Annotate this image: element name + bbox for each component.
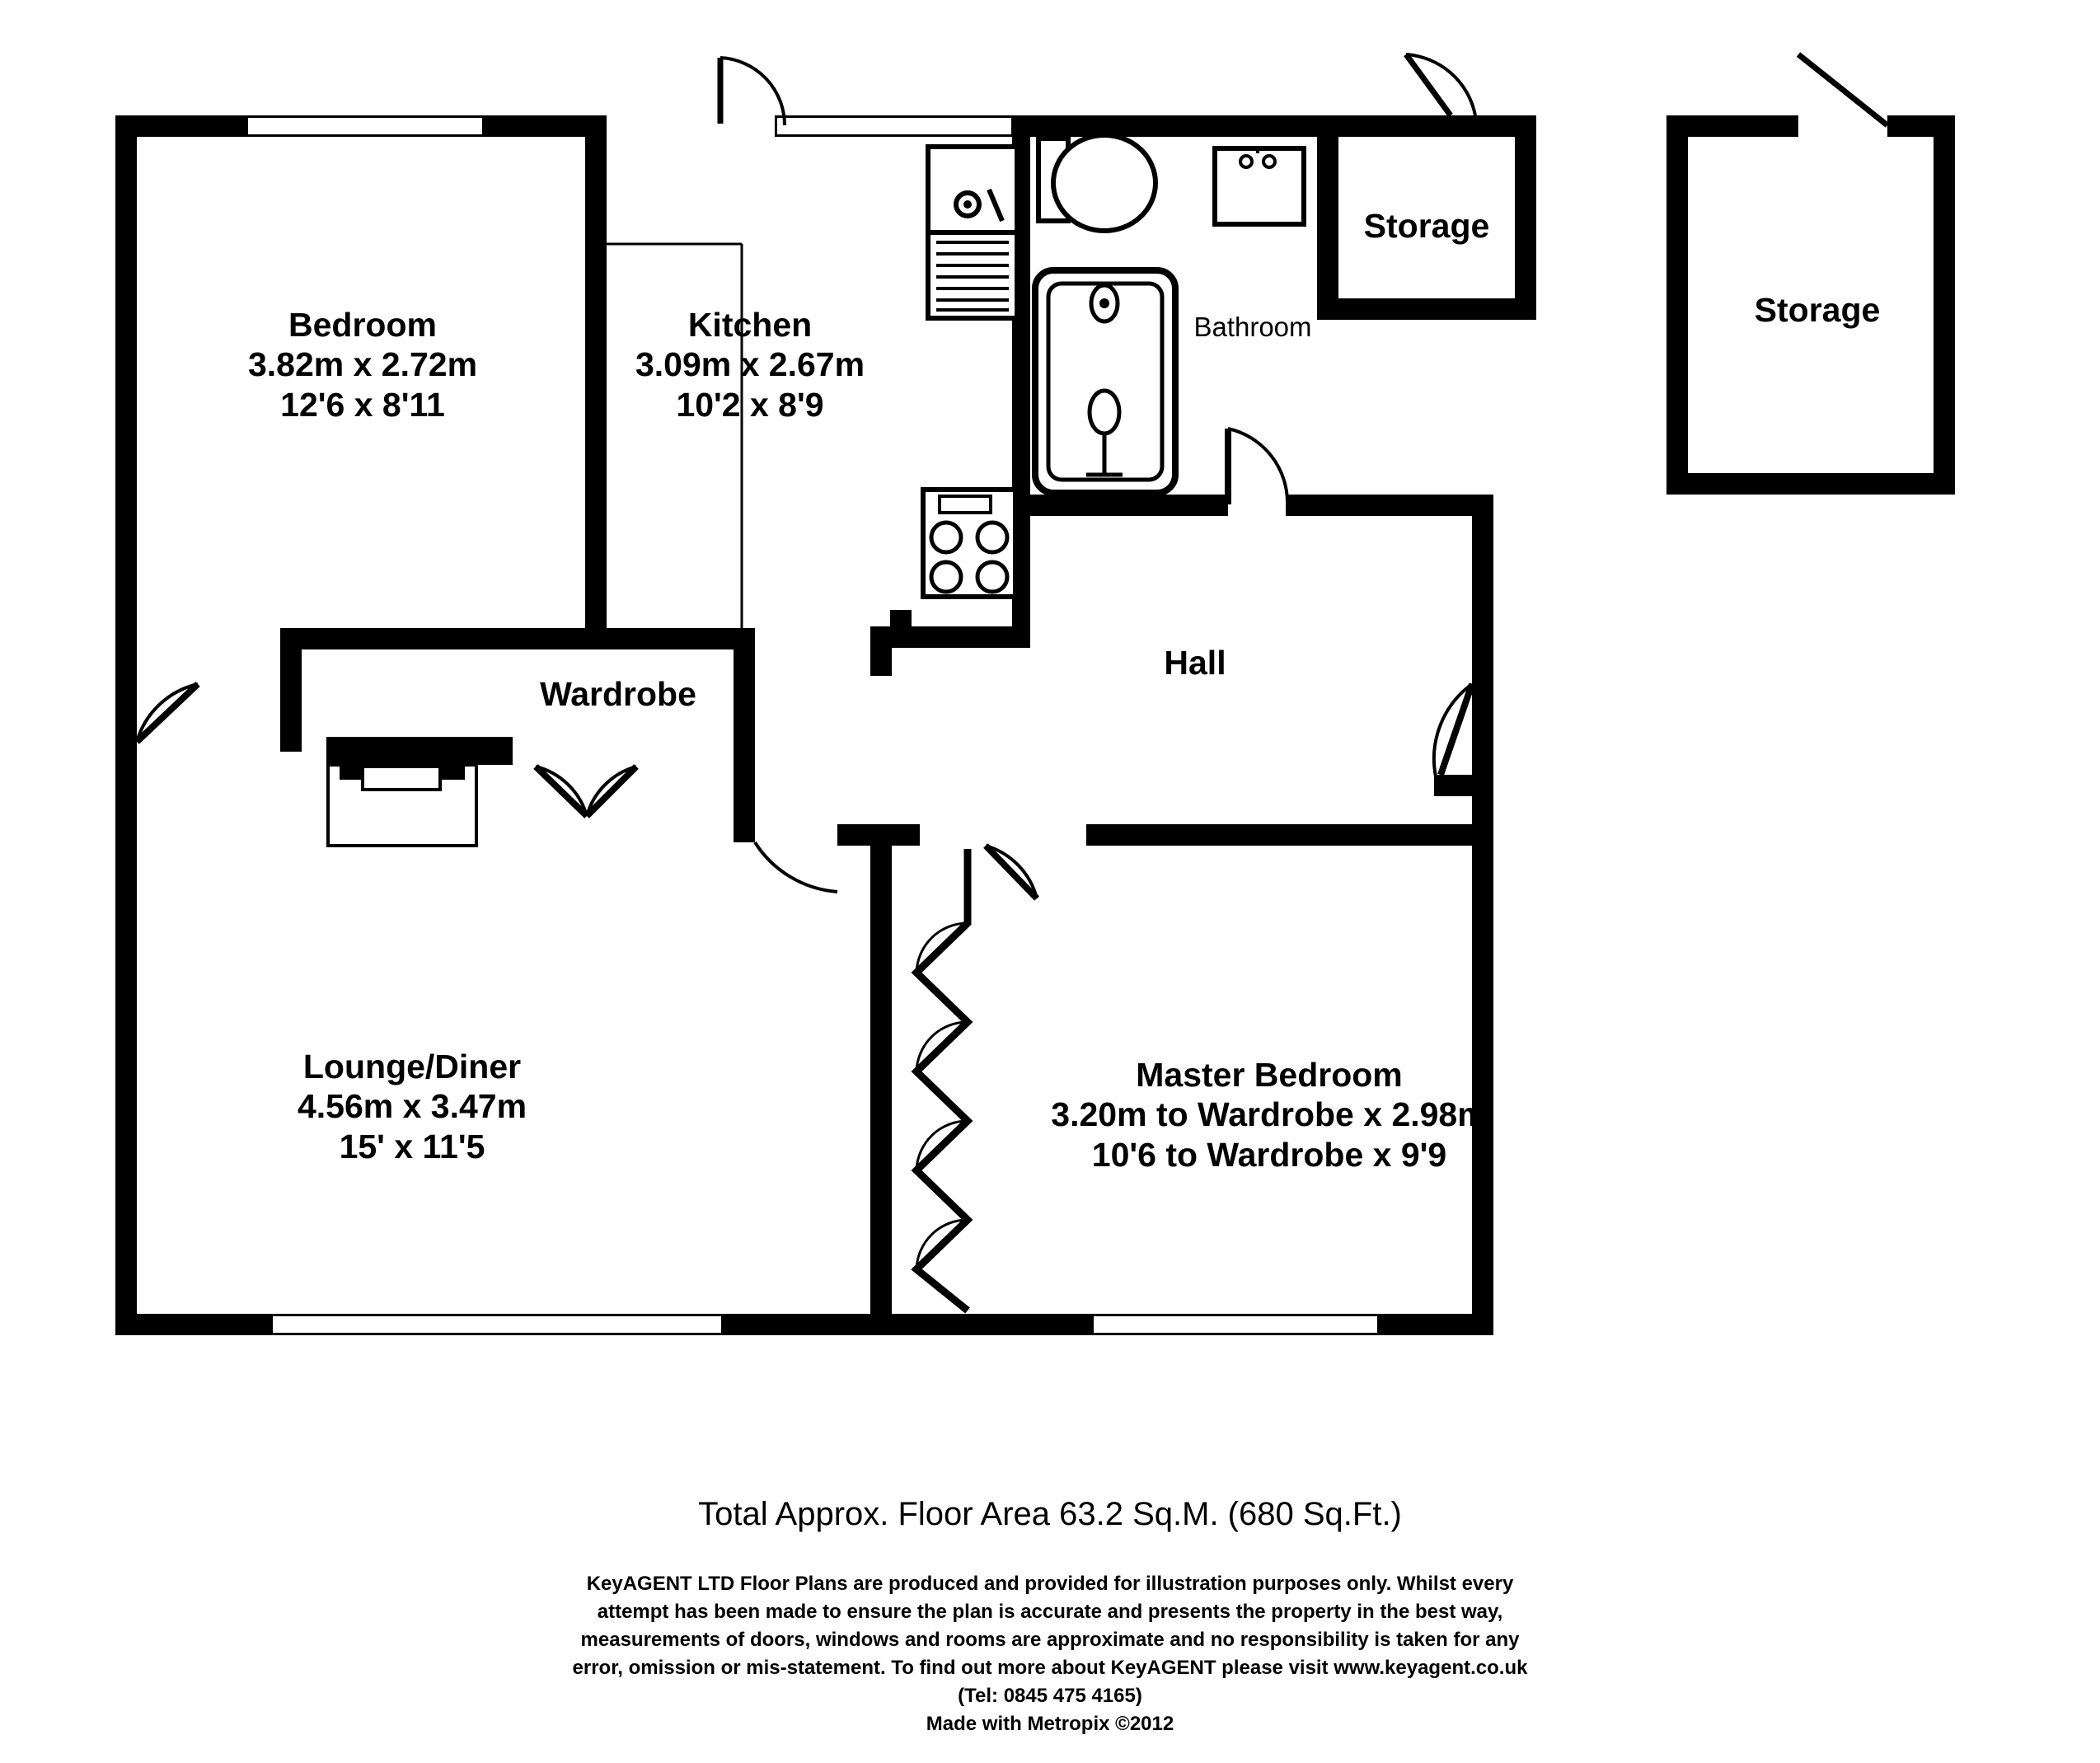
room-label-storage-1: Storage	[1363, 207, 1490, 245]
room-label-wardrobe: Wardrobe	[540, 675, 696, 713]
wall-top-storage1	[1319, 115, 1533, 137]
wall-bottom-mid	[722, 1314, 1093, 1335]
room-label-master-dim-ft: 10'6 to Wardrobe x 9'9	[1091, 1135, 1447, 1174]
wardrobe-interior-line	[590, 244, 742, 628]
room-label-lounge-dim-m: 4.56m x 3.47m	[297, 1087, 527, 1126]
room-label-bedroom-dim-ft: 12'6 x 8'11	[280, 385, 445, 424]
window-bedroom-top	[246, 115, 485, 137]
wall-storage2-bottom	[1666, 473, 1955, 495]
wall-wardrobe-left	[280, 628, 302, 752]
disclaimer-line-4: error, omission or mis-statement. To find out more about KeyAGENT please visit www.keyagent.co.uk	[572, 1657, 1528, 1680]
wall-lounge-right	[870, 837, 892, 1335]
door-arc-lounge-hall	[755, 842, 837, 892]
bathtub-icon	[1035, 270, 1175, 493]
door-leaf-storage2	[1798, 54, 1887, 125]
bathroom-sink-icon	[1215, 147, 1304, 224]
wall-top-bathroom	[1030, 115, 1319, 137]
toilet-icon	[1038, 135, 1155, 231]
room-label-bedroom-dim-m: 3.82m x 2.72m	[247, 345, 478, 384]
wardrobe-zigzag-master	[916, 849, 968, 1311]
door-arc-storage1	[1406, 54, 1475, 115]
hob-icon	[923, 490, 1015, 597]
door-leaf-master	[986, 846, 1037, 898]
wall-lounge-hall-top	[734, 821, 755, 842]
wall-left-exterior-upper	[115, 115, 137, 742]
disclaimer-line-6: Made with Metropix ©2012	[926, 1713, 1174, 1736]
room-label-kitchen-dim-ft: 10'2 x 8'9	[676, 385, 824, 424]
door-leaf-wardrobe-right	[587, 767, 636, 816]
room-label-bedroom-name: Bedroom	[288, 306, 437, 344]
room-label-lounge-name: Lounge/Diner	[302, 1048, 522, 1085]
door-arc-wardrobe-left	[536, 767, 587, 816]
wall-wardrobe-bottom	[326, 737, 513, 765]
room-label-kitchen	[544, 305, 956, 424]
room-label-master-dim-m: 3.20m to Wardrobe x 2.98m	[1051, 1095, 1488, 1134]
room-label-lounge-dim-ft: 15' x 11'5	[339, 1127, 485, 1165]
wall-kitchen-bottom-left	[890, 610, 912, 648]
wall-left-exterior-lower	[115, 758, 137, 1335]
window-lounge-bottom	[270, 1314, 724, 1335]
disclaimer	[0, 1570, 2100, 1738]
disclaimer-line-1: KeyAGENT LTD Floor Plans are produced and provided for illustration purposes only. Whilst every	[586, 1573, 1514, 1595]
wall-bottom-left	[115, 1314, 272, 1335]
door-arc-hall-right	[1434, 684, 1472, 776]
door-leaf-wardrobe-left	[536, 767, 587, 816]
room-label-lounge-diner	[173, 1047, 651, 1166]
window-kitchen-top	[775, 115, 1014, 137]
door-arc-entry	[137, 684, 198, 742]
door-arc-bathroom	[1228, 429, 1287, 504]
disclaimer-line-5: (Tel: 0845 475 4165)	[958, 1685, 1142, 1708]
wall-hall-right-upper	[1472, 495, 1493, 684]
wall-bathroom-bottom-right	[1286, 495, 1493, 516]
door-arc-master	[986, 846, 1037, 898]
room-label-storage-2: Storage	[1754, 291, 1881, 329]
wall-hall-left	[870, 626, 892, 676]
door-leaf-storage1	[1406, 54, 1451, 115]
wall-wardrobe-top	[491, 628, 755, 649]
wall-wardrobe-right	[734, 628, 755, 842]
wardrobe-zigzag-arcs	[916, 923, 968, 1269]
wall-master-top-left	[870, 824, 920, 846]
wall-top-kitchen-right	[1012, 115, 1030, 137]
room-label-master-name: Master Bedroom	[1136, 1056, 1403, 1094]
room-label-kitchen-name: Kitchen	[687, 306, 813, 344]
kitchen-sink-icon	[928, 147, 1017, 234]
door-leaf-entry	[137, 684, 198, 742]
wall-kitchen-right	[1012, 137, 1030, 648]
door-leaf-hall-right	[1441, 684, 1472, 775]
room-label-bathroom: Bathroom	[1193, 312, 1312, 342]
room-label-kitchen-dim-m: 3.09m x 2.67m	[635, 345, 865, 384]
door-arc-wardrobe-right	[587, 767, 636, 816]
disclaimer-line-2: attempt has been made to ensure the plan is accurate and presents the property in the best way,	[597, 1601, 1503, 1624]
wall-storage2-left	[1666, 115, 1688, 495]
room-label-hall: Hall	[1164, 644, 1226, 682]
wall-left-lounge-top	[115, 738, 137, 763]
total-floor-area: Total Approx. Floor Area 63.2 Sq.M. (680 Sq.Ft.)	[698, 1496, 1402, 1532]
disclaimer-line-3: measurements of doors, windows and rooms are approximate and no responsibility is taken for any	[580, 1629, 1520, 1652]
wall-bathroom-bottom	[1030, 495, 1228, 516]
wall-master-top-right	[1086, 824, 1493, 846]
window-master-bottom	[1091, 1314, 1380, 1335]
room-label-master-bedroom	[973, 1055, 1566, 1175]
wall-bedroom-bottom-left	[280, 628, 495, 649]
room-label-bedroom	[148, 305, 577, 424]
wall-hall-right-notch	[1434, 775, 1493, 796]
